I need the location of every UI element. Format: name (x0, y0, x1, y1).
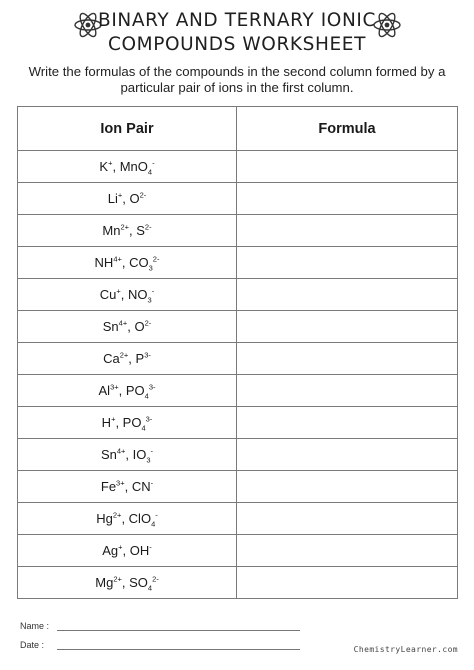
cation-charge: 2+ (113, 574, 122, 584)
anion: , CN (124, 479, 151, 494)
anion: , CO (121, 255, 149, 270)
formula-answer-cell[interactable] (237, 311, 458, 343)
anion-subscript: 4 (141, 423, 146, 433)
formula-answer-cell[interactable] (237, 215, 458, 247)
anion: , ClO (121, 511, 152, 526)
column-header-formula: Formula (237, 107, 458, 151)
cation-charge: + (111, 414, 116, 424)
anion: , NO (120, 287, 148, 302)
table-row (18, 439, 458, 471)
anion-subscript: 3 (148, 263, 153, 273)
cation-charge: 3+ (110, 382, 119, 392)
worksheet-header (0, 0, 474, 64)
cation: K (99, 159, 109, 174)
ion-pair-cell (18, 503, 237, 535)
anion-charge: - (150, 446, 154, 456)
cation: Hg (96, 511, 113, 526)
table-row (18, 279, 458, 311)
ion-pair-cell (18, 375, 237, 407)
anion-charge: 2- (152, 574, 159, 584)
anion: , OH (122, 543, 150, 558)
formula-answer-cell[interactable] (237, 471, 458, 503)
anion-charge: - (149, 542, 152, 552)
anion-charge: 2- (144, 318, 152, 328)
formula-answer-cell[interactable] (237, 375, 458, 407)
formula-answer-cell[interactable] (237, 183, 458, 215)
cation: Ag (102, 543, 119, 558)
ion-pair-cell (18, 215, 237, 247)
ion-pair-cell (18, 407, 237, 439)
cation-charge: 4+ (118, 318, 128, 328)
formula-answer-cell[interactable] (237, 567, 458, 599)
anion-charge: 2- (139, 190, 147, 200)
page-title-line-2: COMPOUNDS WORKSHEET (108, 34, 366, 55)
table-row (18, 471, 458, 503)
date-line[interactable] (57, 649, 300, 650)
ion-pair-cell (18, 439, 237, 471)
formula-answer-cell[interactable] (237, 343, 458, 375)
cation-charge: 3+ (116, 478, 125, 488)
anion: , S (129, 223, 145, 238)
table-body (18, 151, 458, 599)
table-row (18, 311, 458, 343)
anion: , MnO (112, 159, 148, 174)
formula-answer-cell[interactable] (237, 503, 458, 535)
anion-charge: - (150, 478, 154, 488)
formula-answer-cell[interactable] (237, 151, 458, 183)
anion-subscript: 4 (147, 167, 153, 177)
ion-pair-cell (18, 311, 237, 343)
anion: , PO (118, 383, 145, 398)
ion-pair-cell (18, 247, 237, 279)
cation-charge: 4+ (116, 446, 126, 456)
anion-charge: - (151, 286, 155, 296)
worksheet-footer (0, 610, 474, 670)
anion-subscript: 3 (147, 295, 152, 305)
date-label: Date : (20, 640, 45, 650)
table-row (18, 535, 458, 567)
site-credit: ChemistryLearner.com (353, 645, 458, 654)
anion: , PO (115, 415, 142, 430)
anion-charge: 3- (144, 350, 151, 360)
cation-charge: 4+ (113, 254, 122, 264)
cation-charge: + (117, 190, 123, 200)
anion-subscript: 4 (147, 583, 153, 593)
anion-charge: 3- (145, 414, 153, 424)
table-row (18, 567, 458, 599)
ion-pair-cell (18, 151, 237, 183)
table-row (18, 407, 458, 439)
anion: , SO (121, 575, 148, 590)
ion-pair-table (17, 106, 458, 599)
table-row (18, 215, 458, 247)
table-row (18, 183, 458, 215)
table-row (18, 151, 458, 183)
name-label: Name : (20, 621, 50, 631)
formula-answer-cell[interactable] (237, 279, 458, 311)
cation: Al (98, 383, 111, 398)
cation: Mg (95, 575, 114, 590)
table-header-row (18, 107, 458, 151)
atom-icon (372, 10, 402, 40)
cation-charge: + (118, 542, 123, 552)
cation: Fe (100, 479, 117, 494)
formula-answer-cell[interactable] (237, 535, 458, 567)
cation: Li (107, 191, 118, 206)
ion-pair-cell (18, 183, 237, 215)
anion-subscript: 4 (144, 391, 149, 401)
cation-charge: 2+ (120, 222, 130, 232)
cation: H (101, 415, 112, 430)
anion: , IO (125, 447, 147, 462)
anion-subscript: 3 (146, 455, 151, 465)
ion-pair-cell (18, 471, 237, 503)
table-row (18, 503, 458, 535)
anion-charge: 2- (144, 222, 152, 232)
table-row (18, 247, 458, 279)
cation-charge: 2+ (119, 350, 129, 360)
ion-pair-cell (18, 535, 237, 567)
cation: Ca (103, 351, 120, 366)
anion-charge: - (152, 158, 155, 168)
ion-pair-cell (18, 279, 237, 311)
cation: Sn (102, 319, 119, 334)
cation: Sn (100, 447, 117, 462)
table-row (18, 375, 458, 407)
formula-answer-cell[interactable] (237, 439, 458, 471)
anion-charge: 2- (152, 254, 160, 264)
cation: NH (94, 255, 114, 270)
anion-subscript: 4 (151, 519, 156, 529)
anion: , O (127, 319, 145, 334)
page-title-line-1: BINARY AND TERNARY IONIC (98, 10, 376, 31)
column-header-ion-pair: Ion Pair (18, 107, 237, 151)
ion-pair-cell (18, 343, 237, 375)
cation-charge: + (108, 158, 113, 168)
formula-answer-cell[interactable] (237, 247, 458, 279)
table-row (18, 343, 458, 375)
cation: Cu (99, 287, 117, 302)
cation-charge: + (116, 286, 121, 296)
anion-charge: 3- (148, 382, 156, 392)
name-line[interactable] (57, 630, 300, 631)
anion-charge: - (155, 510, 158, 520)
ion-pair-cell (18, 567, 237, 599)
formula-answer-cell[interactable] (237, 407, 458, 439)
cation: Mn (102, 223, 121, 238)
anion: , P (128, 351, 145, 366)
instructions-text: Write the formulas of the compounds in the second column formed by a particular pair of ions in the first column. (28, 64, 446, 95)
anion: , O (122, 191, 140, 206)
cation-charge: 2+ (112, 510, 122, 520)
